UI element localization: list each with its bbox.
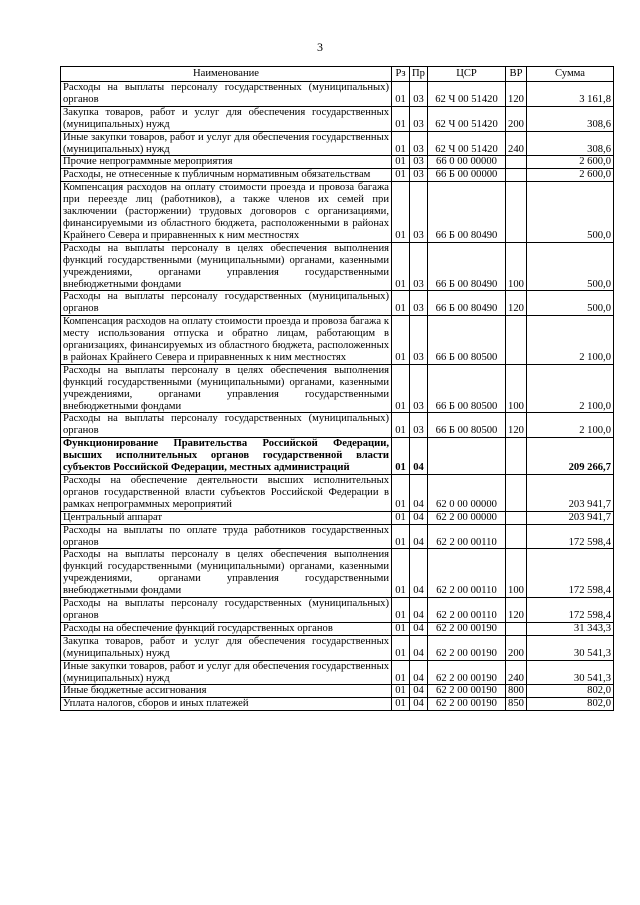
cell-name: Функционирование Правительства Российской Федерации, высших исполнительных органов государственной власти субъектов Российской Федерации, местных администраций: [61, 438, 392, 475]
cell-vr: [506, 169, 527, 182]
cell-pr: 03: [410, 364, 428, 413]
cell-vr: 240: [506, 660, 527, 685]
cell-rz: 01: [392, 685, 410, 698]
table-row: [61, 364, 614, 413]
cell-sum: 2 100,0: [527, 364, 614, 413]
cell-sum: 172 598,4: [527, 549, 614, 598]
cell-name: Центральный аппарат: [61, 511, 392, 524]
table-row: [61, 635, 614, 660]
cell-sum: 308,6: [527, 106, 614, 131]
cell-sum: 209 266,7: [527, 438, 614, 475]
cell-name: Расходы на выплаты персоналу государственных (муниципальных) органов: [61, 82, 392, 107]
table-row: [61, 242, 614, 291]
cell-sum: 2 100,0: [527, 316, 614, 365]
cell-pr: 03: [410, 413, 428, 438]
cell-csr: 62 Ч 00 51420: [428, 106, 506, 131]
cell-pr: 03: [410, 169, 428, 182]
cell-vr: [506, 511, 527, 524]
cell-pr: 04: [410, 524, 428, 549]
table-row: [61, 598, 614, 623]
cell-pr: 04: [410, 622, 428, 635]
cell-sum: 2 600,0: [527, 169, 614, 182]
cell-pr: 03: [410, 316, 428, 365]
cell-name: Иные закупки товаров, работ и услуг для обеспечения государственных (муниципальных) нужд: [61, 660, 392, 685]
cell-vr: 100: [506, 549, 527, 598]
table-row: [61, 511, 614, 524]
table-row: [61, 316, 614, 365]
cell-csr: 66 Б 00 80500: [428, 413, 506, 438]
cell-rz: 01: [392, 635, 410, 660]
cell-rz: 01: [392, 242, 410, 291]
cell-vr: [506, 182, 527, 243]
cell-sum: 203 941,7: [527, 475, 614, 512]
cell-csr: 66 Б 00 80490: [428, 182, 506, 243]
cell-name: Расходы на выплаты персоналу государственных (муниципальных) органов: [61, 413, 392, 438]
cell-name: Расходы на выплаты персоналу в целях обеспечения выполнения функций государственными (муниципальными) органами, казенными учреждениями, органами управления государственными внебюджетными фондами: [61, 364, 392, 413]
cell-rz: 01: [392, 660, 410, 685]
table-body: [61, 82, 614, 711]
cell-sum: 3 161,8: [527, 82, 614, 107]
cell-sum: 802,0: [527, 685, 614, 698]
cell-pr: 03: [410, 131, 428, 156]
column-header-name: Наименование: [61, 67, 392, 82]
cell-name: Расходы на выплаты персоналу в целях обеспечения выполнения функций государственными (муниципальными) органами, казенными учреждениями, органами управления государственными внебюджетными фондами: [61, 549, 392, 598]
cell-name: Расходы на обеспечение функций государственных органов: [61, 622, 392, 635]
cell-sum: 30 541,3: [527, 635, 614, 660]
cell-rz: 01: [392, 622, 410, 635]
cell-vr: [506, 156, 527, 169]
cell-name: Иные закупки товаров, работ и услуг для обеспечения государственных (муниципальных) нужд: [61, 131, 392, 156]
cell-csr: 62 2 00 00110: [428, 524, 506, 549]
cell-vr: 120: [506, 82, 527, 107]
table-row: [61, 182, 614, 243]
cell-sum: 308,6: [527, 131, 614, 156]
table-row: [61, 475, 614, 512]
table-row: [61, 524, 614, 549]
cell-name: Расходы на выплаты по оплате труда работников государственных органов: [61, 524, 392, 549]
table-row: [61, 413, 614, 438]
cell-name: Компенсация расходов на оплату стоимости проезда и провоза багажа к месту использования отпуска и обратно лицам, работающим в организациях, финансируемых из областного бюджета, расположенных в районах Крайнего Севера и приравненных к ним местностях: [61, 316, 392, 365]
cell-vr: 100: [506, 242, 527, 291]
cell-sum: 802,0: [527, 698, 614, 711]
cell-sum: 500,0: [527, 182, 614, 243]
table-row: [61, 169, 614, 182]
cell-sum: 172 598,4: [527, 524, 614, 549]
cell-sum: 30 541,3: [527, 660, 614, 685]
table-row: [61, 131, 614, 156]
cell-pr: 03: [410, 182, 428, 243]
cell-name: Расходы на выплаты персоналу государственных (муниципальных) органов: [61, 598, 392, 623]
cell-pr: 04: [410, 698, 428, 711]
cell-vr: 800: [506, 685, 527, 698]
cell-sum: 2 100,0: [527, 413, 614, 438]
cell-pr: 03: [410, 242, 428, 291]
column-header-sum: Сумма: [527, 67, 614, 82]
table-row: [61, 698, 614, 711]
cell-sum: 500,0: [527, 291, 614, 316]
cell-csr: 66 Б 00 00000: [428, 169, 506, 182]
cell-rz: 01: [392, 316, 410, 365]
cell-vr: [506, 524, 527, 549]
cell-vr: [506, 438, 527, 475]
cell-vr: 120: [506, 598, 527, 623]
page-number: 3: [317, 40, 323, 54]
cell-vr: [506, 622, 527, 635]
column-header-vr: ВР: [506, 67, 527, 82]
cell-csr: 62 2 00 00110: [428, 549, 506, 598]
cell-vr: 120: [506, 413, 527, 438]
cell-vr: [506, 316, 527, 365]
cell-rz: 01: [392, 169, 410, 182]
cell-name: Расходы, не отнесенные к публичным нормативным обязательствам: [61, 169, 392, 182]
cell-rz: 01: [392, 131, 410, 156]
cell-rz: 01: [392, 82, 410, 107]
cell-vr: 850: [506, 698, 527, 711]
cell-sum: 31 343,3: [527, 622, 614, 635]
cell-name: Расходы на выплаты персоналу государственных (муниципальных) органов: [61, 291, 392, 316]
cell-rz: 01: [392, 106, 410, 131]
cell-rz: 01: [392, 413, 410, 438]
cell-vr: 100: [506, 364, 527, 413]
cell-name: Закупка товаров, работ и услуг для обеспечения государственных (муниципальных) нужд: [61, 106, 392, 131]
cell-rz: 01: [392, 598, 410, 623]
cell-sum: 172 598,4: [527, 598, 614, 623]
cell-pr: 04: [410, 660, 428, 685]
table-row: [61, 660, 614, 685]
cell-csr: 62 Ч 00 51420: [428, 82, 506, 107]
table-row: [61, 106, 614, 131]
cell-name: Уплата налогов, сборов и иных платежей: [61, 698, 392, 711]
cell-csr: 66 Б 00 80490: [428, 291, 506, 316]
cell-csr: 62 2 00 00190: [428, 698, 506, 711]
cell-pr: 03: [410, 291, 428, 316]
column-header-rz: Рз: [392, 67, 410, 82]
cell-name: Прочие непрограммные мероприятия: [61, 156, 392, 169]
cell-rz: 01: [392, 182, 410, 243]
cell-rz: 01: [392, 291, 410, 316]
cell-csr: 62 2 00 00190: [428, 685, 506, 698]
table-row: [61, 156, 614, 169]
cell-csr: 62 2 00 00190: [428, 635, 506, 660]
cell-name: Закупка товаров, работ и услуг для обеспечения государственных (муниципальных) нужд: [61, 635, 392, 660]
cell-name: Иные бюджетные ассигнования: [61, 685, 392, 698]
table-header-row: [61, 67, 614, 82]
cell-pr: 04: [410, 438, 428, 475]
table-row: [61, 438, 614, 475]
cell-pr: 04: [410, 635, 428, 660]
cell-rz: 01: [392, 698, 410, 711]
cell-pr: 04: [410, 685, 428, 698]
cell-sum: 2 600,0: [527, 156, 614, 169]
cell-pr: 04: [410, 475, 428, 512]
cell-vr: 200: [506, 635, 527, 660]
cell-pr: 04: [410, 598, 428, 623]
cell-csr: 62 2 00 00190: [428, 660, 506, 685]
cell-rz: 01: [392, 475, 410, 512]
cell-rz: 01: [392, 549, 410, 598]
cell-pr: 04: [410, 511, 428, 524]
cell-vr: [506, 475, 527, 512]
cell-rz: 01: [392, 524, 410, 549]
cell-name: Расходы на выплаты персоналу в целях обеспечения выполнения функций государственными (муниципальными) органами, казенными учреждениями, органами управления государственными внебюджетными фондами: [61, 242, 392, 291]
cell-vr: 120: [506, 291, 527, 316]
cell-pr: 04: [410, 549, 428, 598]
cell-rz: 01: [392, 364, 410, 413]
cell-csr: 62 2 00 00190: [428, 622, 506, 635]
cell-rz: 01: [392, 438, 410, 475]
cell-sum: 500,0: [527, 242, 614, 291]
cell-vr: 240: [506, 131, 527, 156]
table-row: [61, 685, 614, 698]
table-row: [61, 622, 614, 635]
cell-csr: 66 Б 00 80500: [428, 316, 506, 365]
cell-csr: 66 Б 00 80490: [428, 242, 506, 291]
cell-csr: 62 2 00 00110: [428, 598, 506, 623]
table-row: [61, 549, 614, 598]
cell-csr: 62 0 00 00000: [428, 475, 506, 512]
cell-pr: 03: [410, 106, 428, 131]
budget-table: [60, 66, 614, 711]
cell-csr: 62 Ч 00 51420: [428, 131, 506, 156]
column-header-csr: ЦСР: [428, 67, 506, 82]
cell-rz: 01: [392, 156, 410, 169]
table-row: [61, 291, 614, 316]
cell-csr: [428, 438, 506, 475]
cell-name: Расходы на обеспечение деятельности высших исполнительных органов государственной власти субъектов Российской Федерации в рамках непрограммных мероприятий: [61, 475, 392, 512]
cell-csr: 66 Б 00 80500: [428, 364, 506, 413]
column-header-pr: Пр: [410, 67, 428, 82]
table-row: [61, 82, 614, 107]
cell-sum: 203 941,7: [527, 511, 614, 524]
cell-csr: 66 0 00 00000: [428, 156, 506, 169]
cell-pr: 03: [410, 82, 428, 107]
cell-vr: 200: [506, 106, 527, 131]
cell-pr: 03: [410, 156, 428, 169]
cell-csr: 62 2 00 00000: [428, 511, 506, 524]
cell-name: Компенсация расходов на оплату стоимости проезда и провоза багажа при переезде лиц (работников), а также членов их семей при заключении (расторжении) трудовых договоров с организациями, финансируемыми из областного бюджета, расположенными в районах Крайнего Севера и приравненных к ним местностях: [61, 182, 392, 243]
cell-rz: 01: [392, 511, 410, 524]
